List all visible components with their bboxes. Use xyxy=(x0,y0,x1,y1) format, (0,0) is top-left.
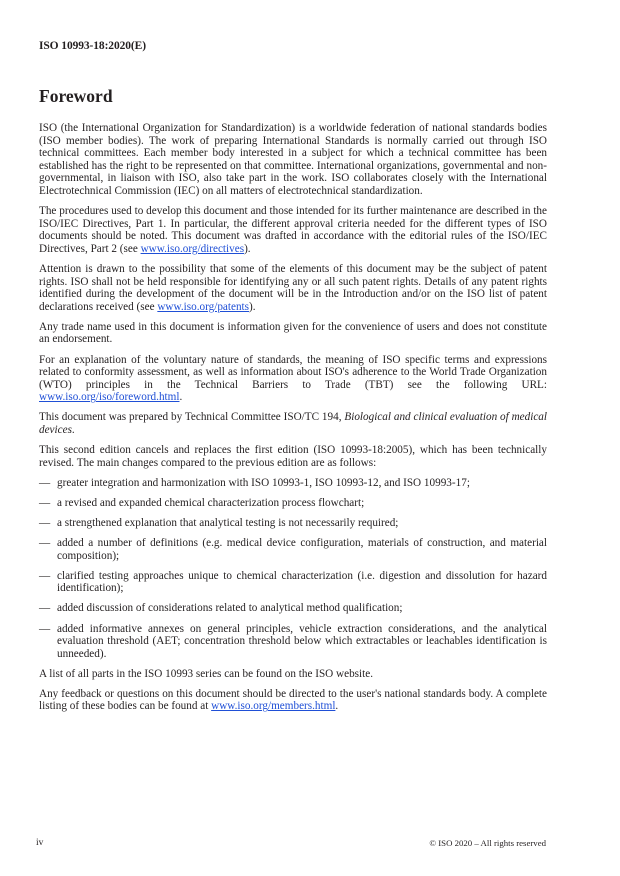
paragraph-text: This document was prepared by Technical Committee ISO/TC 194, xyxy=(39,411,345,424)
list-item xyxy=(39,477,547,490)
list-item-text: a revised and expanded chemical characterization process flowchart; xyxy=(57,496,365,509)
link-directives[interactable]: www.iso.org/directives xyxy=(140,242,245,255)
committee-title: Biological and clinical evaluation of medical devices xyxy=(39,411,548,436)
link-patents[interactable]: www.iso.org/patents xyxy=(157,300,250,313)
dash-bullet-icon: — xyxy=(39,496,51,509)
list-item xyxy=(39,570,547,595)
document-id-header: ISO 10993-18:2020(E) xyxy=(39,40,146,52)
dash-bullet-icon: — xyxy=(39,569,51,582)
paragraph-procedures xyxy=(39,205,547,255)
paragraph-series-list: A list of all parts in the ISO 10993 series can be found on the ISO website. xyxy=(39,667,374,680)
list-item xyxy=(39,602,547,615)
dash-bullet-icon: — xyxy=(39,622,51,635)
paragraph-text: . xyxy=(335,700,339,713)
paragraph-voluntary-nature xyxy=(39,354,547,404)
paragraph-text: . xyxy=(71,423,75,436)
paragraph-feedback xyxy=(39,688,547,713)
list-item xyxy=(39,497,547,510)
page-number: iv xyxy=(36,838,44,848)
list-item-text: greater integration and harmonization with ISO 10993-1, ISO 10993-12, and ISO 10993-17; xyxy=(57,476,470,489)
copyright-notice: © ISO 2020 – All rights reserved xyxy=(429,838,546,848)
dash-bullet-icon: — xyxy=(39,537,51,550)
foreword-body xyxy=(39,122,547,721)
paragraph-trade-name: Any trade name used in this document is information given for the convenience of users and does not constitute an endorsement. xyxy=(39,320,547,346)
paragraph-edition: This second edition cancels and replaces the first edition (ISO 10993-18:2005), which has been technically revised. The main changes compared to the previous edition are as follows: xyxy=(39,444,547,469)
changes-list xyxy=(39,477,547,661)
paragraph-iso-intro: ISO (the International Organization for Standardization) is a worldwide federation of national standards bodies (ISO member bodies). The work of preparing International Standards is normally carried out through ISO technical committees. Each member body interested in a subject for which a technical committee has been established has the right to be represented on that committee. International organizations, governmental and non-governmental, in liaison with ISO, also take part in the work. ISO collaborates closely with the International Electrotechnical Commission (IEC) on all matters of electrotechnical standardization. xyxy=(39,122,547,197)
list-item-text: added discussion of considerations related to analytical method qualification; xyxy=(57,602,403,615)
list-item-text: a strengthened explanation that analytical testing is not necessarily required; xyxy=(57,516,399,529)
dash-bullet-icon: — xyxy=(39,476,51,489)
list-item xyxy=(39,623,547,661)
list-item-text: added informative annexes on general principles, vehicle extraction considerations, and the analytical evaluation threshold (AET; concentration threshold below which extractables or leachables identification is unneeded). xyxy=(57,622,547,660)
paragraph-text: Any feedback or questions on this document should be directed to the user's national standards body. A complete listing of these bodies can be found at xyxy=(39,687,547,713)
paragraph-text: The procedures used to develop this document and those intended for its further maintenance are described in the ISO/IEC Directives, Part 1. In particular, the different approval criteria needed for the different types of ISO documents should be noted. This document was drafted in accordance with the editorial rules of the ISO/IEC Directives, Part 2 (see xyxy=(39,205,547,255)
list-item xyxy=(39,517,547,530)
link-foreword[interactable]: www.iso.org/iso/foreword.html xyxy=(39,391,180,404)
paragraph-text: Attention is drawn to the possibility that some of the elements of this document may be the subject of patent rights. ISO shall not be held responsible for identifying any or all such patent rights. Details of any patent rights identified during the development of the document will be in the Introduction and/or on the ISO list of patent declarations received (see xyxy=(39,262,547,313)
paragraph-text: . xyxy=(179,391,183,404)
paragraph-committee xyxy=(39,411,547,436)
dash-bullet-icon: — xyxy=(39,602,51,615)
paragraph-text: ). xyxy=(244,242,251,255)
list-item-text: clarified testing approaches unique to chemical characterization (i.e. digestion and dissolution for hazard identification); xyxy=(57,569,547,595)
paragraph-text: ). xyxy=(249,300,256,313)
dash-bullet-icon: — xyxy=(39,516,51,529)
link-members[interactable]: www.iso.org/members.html xyxy=(211,700,336,713)
list-item-text: added a number of definitions (e.g. medical device configuration, materials of construction, and material composition); xyxy=(57,537,547,562)
paragraph-patents xyxy=(39,263,547,313)
list-item xyxy=(39,537,547,562)
section-title: Foreword xyxy=(39,86,113,106)
paragraph-text: For an explanation of the voluntary nature of standards, the meaning of ISO specific terms and expressions related to conformity assessment, as well as information about ISO's adherence to the World Trade Organization (WTO) principles in the Technical Barriers to Trade (TBT) see the following URL: xyxy=(39,353,547,391)
